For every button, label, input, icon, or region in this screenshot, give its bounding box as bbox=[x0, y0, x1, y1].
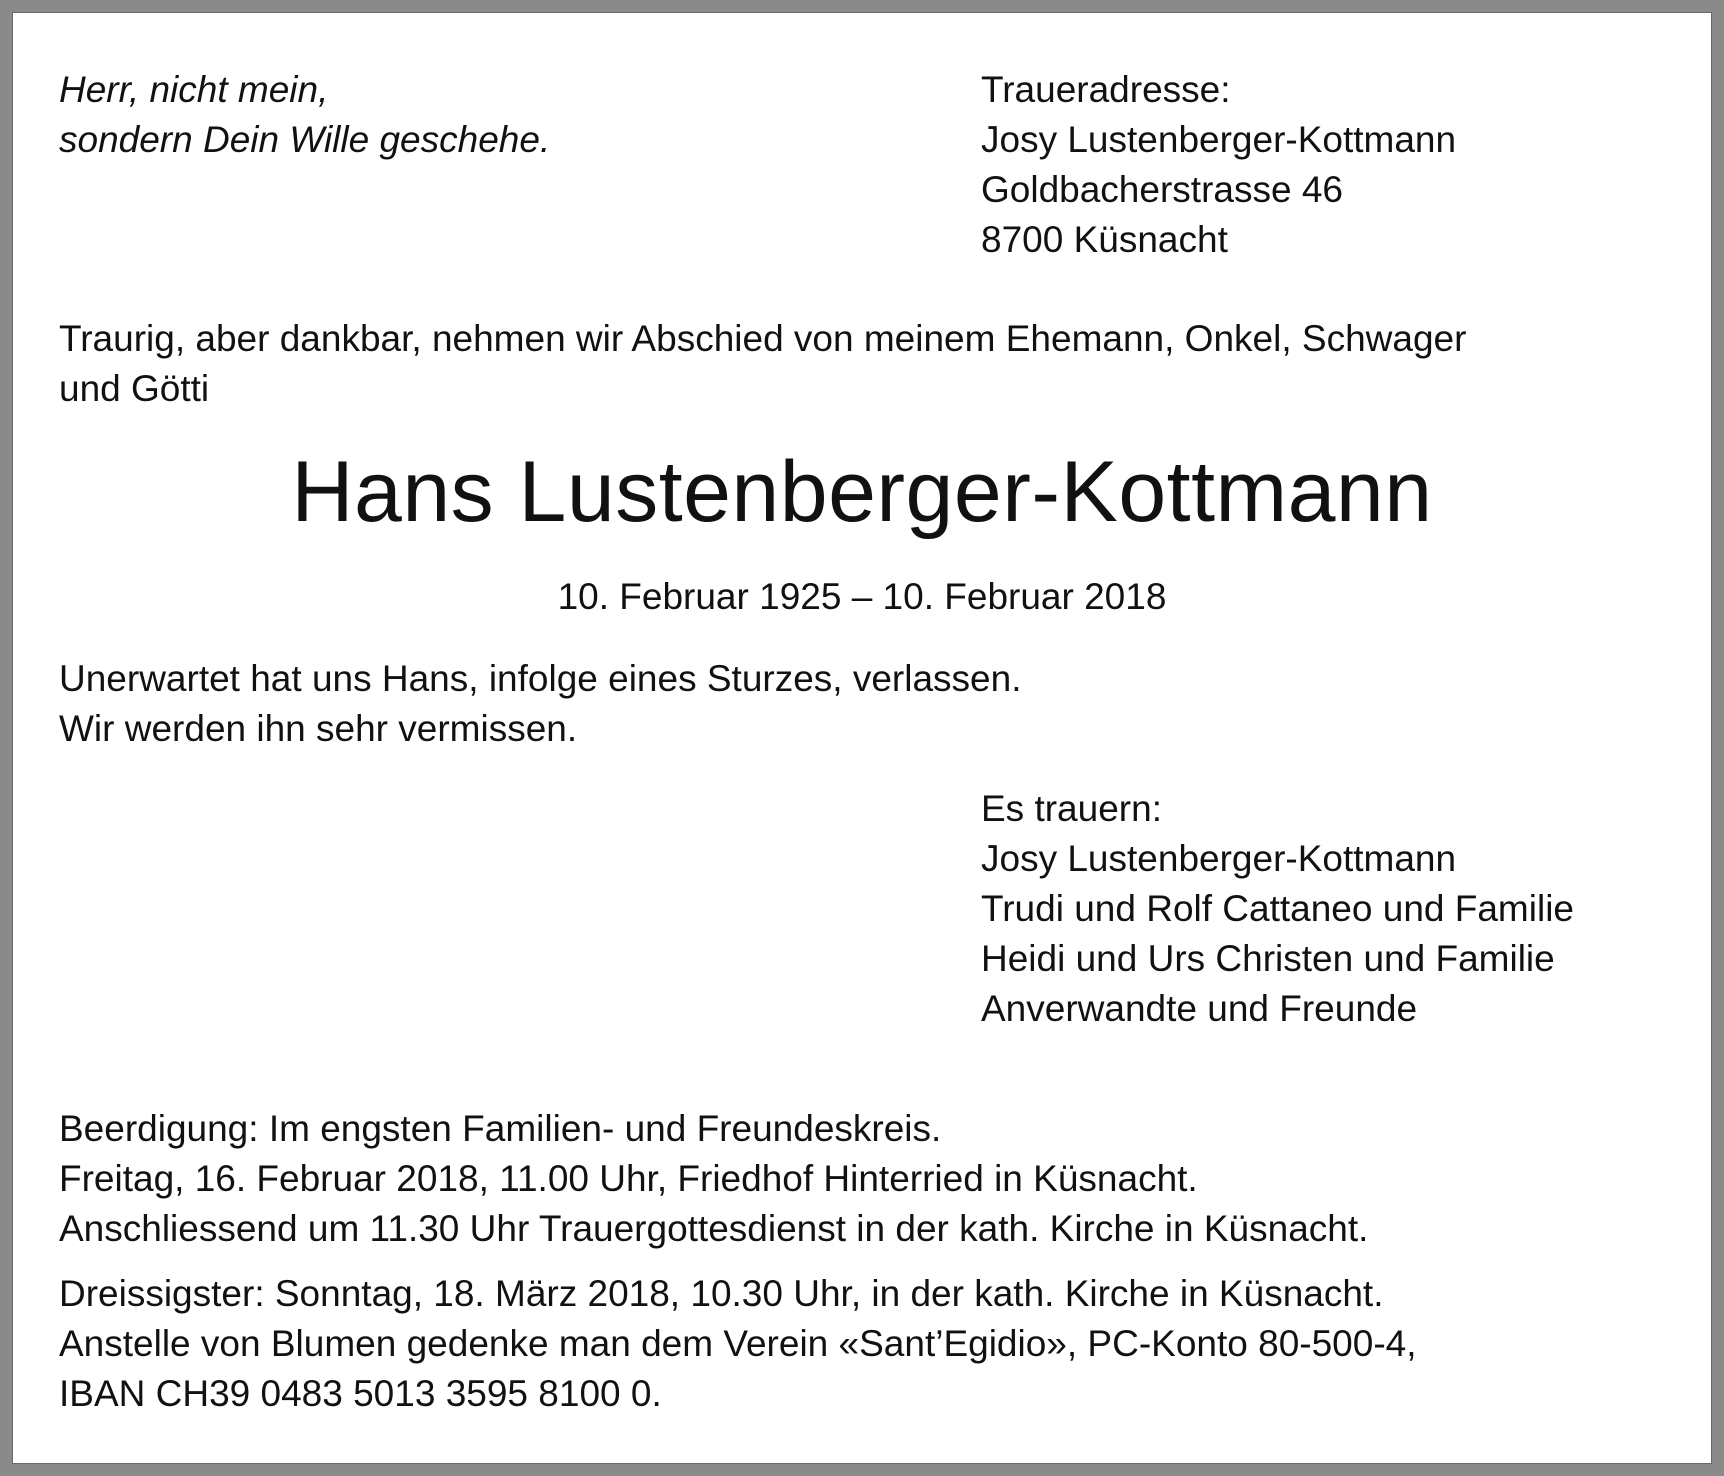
mourner-item: Trudi und Rolf Cattaneo und Familie bbox=[981, 888, 1574, 929]
life-dates: 10. Februar 1925 – 10. Februar 2018 bbox=[557, 576, 1167, 617]
mourners-heading: Es trauern: bbox=[981, 788, 1162, 829]
mourning-address-heading: Traueradresse: bbox=[981, 69, 1231, 110]
bible-verse-line-1: Herr, nicht mein, bbox=[59, 69, 329, 110]
mourner-item: Heidi und Urs Christen und Familie bbox=[981, 938, 1555, 979]
intro-line-1: Traurig, aber dankbar, nehmen wir Abschied von meinem Ehemann, Onkel, Schwager bbox=[59, 318, 1467, 359]
funeral-line-1: Beerdigung: Im engsten Familien- und Freundeskreis. bbox=[59, 1108, 942, 1149]
intro-line-2: und Götti bbox=[59, 368, 210, 409]
bible-verse-line-2: sondern Dein Wille geschehe. bbox=[59, 119, 551, 160]
mourner-item: Josy Lustenberger-Kottmann bbox=[981, 838, 1457, 879]
message-line-2: Wir werden ihn sehr vermissen. bbox=[59, 708, 578, 749]
obituary-page bbox=[12, 12, 1712, 1464]
donation-line: Anstelle von Blumen gedenke man dem Verein «Sant’Egidio», PC-Konto 80-500-4, bbox=[59, 1323, 1417, 1364]
mourning-address-city: 8700 Küsnacht bbox=[981, 219, 1228, 260]
funeral-line-2: Freitag, 16. Februar 2018, 11.00 Uhr, Friedhof Hinterried in Küsnacht. bbox=[59, 1158, 1198, 1199]
iban-line: IBAN CH39 0483 5013 3595 8100 0. bbox=[59, 1373, 662, 1414]
message-line-1: Unerwartet hat uns Hans, infolge eines Sturzes, verlassen. bbox=[59, 658, 1022, 699]
memorial-line-1: Dreissigster: Sonntag, 18. März 2018, 10.30 Uhr, in der kath. Kirche in Küsnacht. bbox=[59, 1273, 1384, 1314]
mourning-address-street: Goldbacherstrasse 46 bbox=[981, 169, 1343, 210]
mourning-address-name: Josy Lustenberger-Kottmann bbox=[981, 119, 1457, 160]
funeral-line-3: Anschliessend um 11.30 Uhr Trauergottesdienst in der kath. Kirche in Küsnacht. bbox=[59, 1208, 1369, 1249]
deceased-name: Hans Lustenberger-Kottmann bbox=[291, 444, 1433, 540]
mourner-item: Anverwandte und Freunde bbox=[981, 988, 1418, 1029]
